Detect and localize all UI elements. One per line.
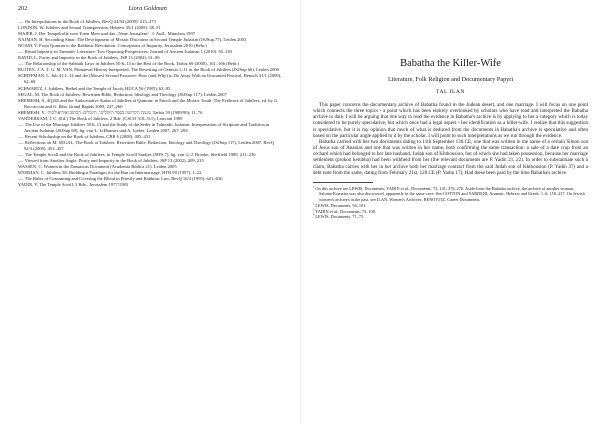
footnote-text: LEWIS, Documents, 71–75. (315, 214, 365, 220)
article-author: TAL ILAN (436, 89, 465, 95)
bibliography-entry: SEGAL, M. The Book of Jubilees: Rewritten Bible, Redaction, Ideology and Theology (JSJSup 117), Leiden 2007 (18, 91, 227, 97)
footnote-rule (313, 182, 373, 183)
running-head-author: Liora Goldman (128, 5, 167, 12)
article-title: Babatha the Killer-Wife (400, 58, 501, 69)
bibliography-entry: —. The Use of the Marriage Jubilees 50:6–13 and the Study of the Seder in Talmudic Judaism: Interpretation of Scripture and Tradition in Ancient Judaism (JSJSup 69), hg. von L. LiDonnici und A. Lieber, Leiden 2007, 267–284 (18, 121, 270, 133)
page-number: 202 (18, 5, 28, 12)
footnote-marker: 4 (313, 213, 315, 217)
bibliography-entry: SCHIFFMAN, L. Jub 41:1–14 and the (Moses) Second Passover: How (and Why) to Do Away With an Unwanted Festival, Henoch 31/1 (2009), 62–68 (18, 73, 282, 85)
bibliography-entry: SHEMESH, A. 4Q265 and the Authoritative Status of Jubilees at Qumran: in Enoch and the Mosaic Torah: The Evidence of Jubilees, ed. by G. Boccaccini and G. Ibba, Grand Rapids 2009, 247–260 (18, 97, 279, 109)
bibliography-entry: —. Ritual Impurity in Tannaitic Literature: Two Opposing Perspectives, Journal of Ancient Judaism 1 (2010): 65–103 (18, 49, 233, 55)
bibliography-entry: —. The Temple Scroll and the Book of Jubilees, in Temple Scroll Studies (JSPS 7), hg. von G. J. Brooke, Sheffield 1989, 211–236 (18, 152, 256, 158)
bibliography-entry: —. The Rules of Consuming and Covering the Blood in Priestly and Rabbinic Law, RevQ 16/4 (1995), 621–636 (18, 176, 223, 182)
footnote (313, 214, 588, 219)
bibliography-entry: NAJMAN, H. Seconding Sinai: The Development of Mosaic Discourse in Second Temple Judaism (JSJSup 77), Leiden 2003 (18, 37, 247, 43)
bibliography-entry: RAVID, L. Purity and Impurity in the Book of Jubilees, JSP 13 (2002): 61–86 (18, 55, 160, 61)
footnote-text: On this archive see LEWIS, Documents; YADIN et al., Documents, 73–141; 378–276. Aside from the Babatha archive, the archive of another woman, Salome Komaise was also discovered, apparently in the same cave. See COTTON and YARDENI, Aramaic, Hebrew and Greek, 1–6; 158–237. On Jewish women's archives in the past, see ILAN, Women's Archives; BENOVITZ, Career Documents. (315, 185, 585, 202)
bibliography-entry: SCHWARTZ, J. Jubilees, Bethel and the Temple of Jacob, HUCA 56 (1985), 63–85 (18, 85, 171, 91)
right-page (300, 0, 600, 424)
footnote (313, 186, 588, 202)
footnote (313, 203, 588, 208)
bibliography-list (18, 19, 282, 188)
bibliography-entry: WERMAN, C. Jubilees 30: Building a Paradigm for the Ban on Intermarriage, HTR 90 (1997), 1–22 (18, 170, 202, 176)
bibliography-entry: —. Viewed from Another Angle: Purity and Impurity in the Book of Jubilees, JSP 13 (2002), 209–215 (18, 158, 204, 164)
bibliography-entry: YADIN, Y. The Temple Scroll, 3 Bde., Jerusalem 1977/1983 (18, 182, 129, 188)
bibliography-entry: —. The Relationship of the Sabbath Laws in Jubilees 50:6–13 to the Rest of the Book, Tarbiz 69 (2000), 161–166 (Hebr.) (18, 61, 240, 67)
article-subtitle: Literature, Folk Religion and Documentary Papyri (387, 76, 514, 83)
footnote-marker: 3 (313, 208, 315, 212)
bibliography-entry: NOAM, V. From Qumran to the Rabbinic Revolution: Conceptions of Impurity, Jerusalem 2010 (Hebr.) (18, 43, 207, 49)
footnote-text: YADIN et al., Documents, 73–108. (315, 208, 376, 214)
bibliography-entry: —. Reflections on M. SEGAL, The Book of Jubilees: Rewritten Bible, Redaction, Ideology and Theology (JSJSup 117), Leiden 2007, RevQ 92/3 (2008), 451–457 (18, 139, 275, 151)
bibliography-entry: RUITEN, J. A. T. G. M. VAN, Primaeval History Interpreted: The Rewriting of Genesis 1–11 in the Book of Jubilees (JSJSup 66), Leiden 2000 (18, 67, 279, 73)
bibliography-entry: VANDERKAM, J. C. (Ed.) The Book of Jubilees, 2 Bde. (CSCO 510–511), Louvain 1989 (18, 115, 183, 121)
footnote-marker: 1 (313, 185, 315, 189)
footnotes (313, 186, 588, 220)
running-head-left (18, 5, 282, 13)
bibliography-entry: MAIER, J. Der Tempelrolle vom Toten Meer und das „Neue Jerusalem“. 3. Aufl., München 1997 (18, 31, 195, 37)
body-paragraph: Babatha carried with her two documents dating to 11th September 130 CE, one that was written in the name of a certain Simon son of Jesus son of Ananias and one that was written in her name, both confirming the same transaction: a sale of a date crop from an orchard which had belonged to her late husband, Judah son of Khthousion, but of which she had taken possession, because her marriage settlement (prokon ketubba) had been withheld from her (the relevant documents are P. Yadin 21, 22). In order to substantiate such a claim, Babatha carries with her in her archive both her marriage contract from the said Judah son of Khthousion (P. Yadin 37) and a debt note from the same, dating from February 21st, 128 CE (P. Yadin 17). Had these been paid by the time Babatha's archive (313, 138, 588, 176)
bibliography-entry: SHEMESH, Y. ‘מגמת הקדושה בספר היובלים’, היובלים: הכתוב ואידיאולוגיה, Tarbiz 59 (1989/90), 11–76 (18, 109, 203, 115)
article-body (313, 102, 588, 176)
bibliography-entry: —. Recent Scholarship on the Book of Jubilees, CBR 6 (2008), 405–431 (18, 133, 151, 139)
footnote-marker: 2 (313, 202, 315, 206)
bibliography-entry: —. On Interpolations in the Book of Jubilees, RevQ 24/94 (2009): 215–273 (18, 19, 156, 24)
bibliography-entry: LONDON, W. Jubilees and Sexual Transgression, Hebrew 35/1 (2009): 38–51 (18, 25, 161, 31)
footnote-text: LEWIS, Documents, 94–101. (315, 202, 367, 208)
bibliography-entry: WASSEN, C. Women in the Damascus Document (Academia Biblica 21), Leiden 2005 (18, 164, 177, 170)
body-paragraph: This paper concerns the documentary archive of Babatha found in the Judean desert, and one marriage. I will focus on one point which connects the three topics - a point which has been entirely overlooked by scholars who have read and interpreted the Babatha archive to date. I will be arguing that one way to read the evidence in Babatha's archive is by applying to her a category which is today considered to be purely speculative, but which once had a legal aspect - her identification as a killer-wife. I realize that this suggestion is speculative, but it is my opinion that much of what is deduced from the documents in Babatha's archive is speculative and often based on the particular angle applied to it by the scholar. I will point to such interpretations as we run through the evidence. (313, 102, 588, 139)
